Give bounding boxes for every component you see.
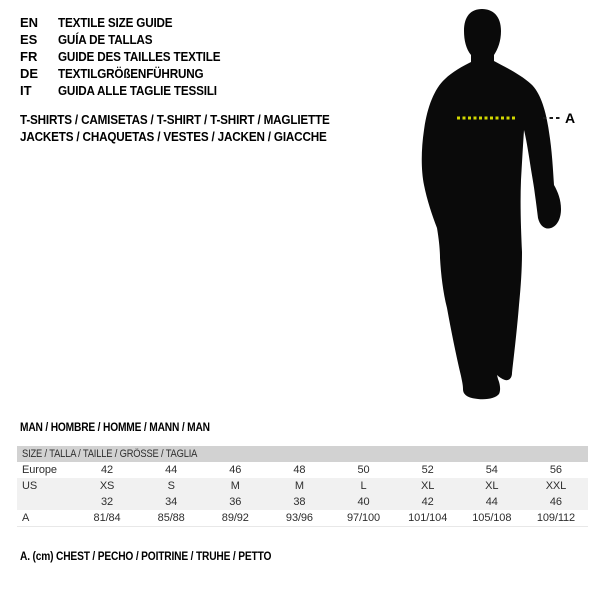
footnote-chest: A. (cm) CHEST / PECHO / POITRINE / TRUHE / PETTO — [20, 549, 272, 563]
table-cell: 48 — [293, 464, 306, 476]
language-code: ES — [20, 32, 38, 47]
language-code: IT — [20, 83, 32, 98]
language-row-de — [20, 65, 238, 82]
table-cell: 54 — [485, 464, 498, 476]
man-silhouette — [422, 9, 561, 399]
section-title-man: MAN / HOMBRE / HOMME / MANN / MAN — [20, 420, 210, 434]
table-row — [17, 462, 588, 478]
measure-label-a: A — [565, 110, 576, 126]
category-jackets: JACKETS / CHAQUETAS / VESTES / JACKEN / GIACCHE — [20, 129, 327, 144]
table-cell: 85/88 — [157, 512, 185, 524]
language-row-en — [20, 14, 238, 31]
table-cell: 89/92 — [221, 512, 249, 524]
table-cell: 42 — [421, 496, 434, 508]
table-cell: 93/96 — [285, 512, 313, 524]
table-cell: 56 — [549, 464, 562, 476]
table-cell: 32 — [101, 496, 114, 508]
table-cell: 36 — [229, 496, 242, 508]
language-list — [20, 14, 238, 99]
table-cell: M — [294, 480, 304, 492]
table-cell: M — [230, 480, 240, 492]
table-cell: 42 — [101, 464, 114, 476]
table-row-label: A — [22, 512, 30, 524]
table-cell: XXL — [545, 480, 567, 492]
table-row-label: Europe — [22, 464, 57, 476]
table-cell: 52 — [421, 464, 434, 476]
language-label: GUIDE DES TAILLES TEXTILE — [58, 49, 221, 64]
language-code: EN — [20, 15, 39, 30]
table-cell: XL — [485, 480, 499, 492]
table-cell: 81/84 — [93, 512, 121, 524]
table-cell: S — [167, 480, 175, 492]
table-cell: 34 — [165, 496, 178, 508]
table-row — [17, 494, 588, 510]
man-silhouette-figure — [398, 4, 578, 406]
table-cell: 97/100 — [347, 512, 381, 524]
language-row-fr — [20, 48, 238, 65]
table-cell: 109/112 — [536, 512, 576, 524]
language-label: GUÍA DE TALLAS — [58, 32, 153, 47]
size-table-header — [17, 446, 588, 462]
language-code: FR — [20, 49, 38, 64]
table-cell: L — [360, 480, 367, 492]
table-row-label: US — [22, 480, 38, 492]
size-table-body — [17, 462, 588, 526]
table-cell: 105/108 — [472, 512, 512, 524]
size-table-header-label: SIZE / TALLA / TAILLE / GRÖSSE / TAGLIA — [22, 448, 198, 460]
table-cell: 38 — [293, 496, 306, 508]
table-cell: XS — [99, 480, 115, 492]
language-label: TEXTILE SIZE GUIDE — [58, 15, 173, 30]
language-row-es — [20, 31, 238, 48]
table-cell: 50 — [357, 464, 370, 476]
category-list — [20, 111, 364, 145]
table-row-label — [17, 494, 75, 510]
category-tshirts: T-SHIRTS / CAMISETAS / T-SHIRT / T-SHIRT / MAGLIETTE — [20, 112, 330, 127]
table-cell: 44 — [165, 464, 178, 476]
language-label: TEXTILGRÖßENFÜHRUNG — [58, 66, 204, 81]
table-cell: 101/104 — [408, 512, 448, 524]
language-row-it — [20, 82, 238, 99]
size-table — [17, 446, 588, 527]
table-row — [17, 478, 588, 494]
language-code: DE — [20, 66, 39, 81]
table-cell: 44 — [485, 496, 498, 508]
table-cell: 46 — [229, 464, 242, 476]
table-cell: 46 — [549, 496, 562, 508]
language-label: GUIDA ALLE TAGLIE TESSILI — [58, 83, 217, 98]
table-cell: XL — [421, 480, 435, 492]
table-cell: 40 — [357, 496, 370, 508]
table-row — [17, 510, 588, 526]
